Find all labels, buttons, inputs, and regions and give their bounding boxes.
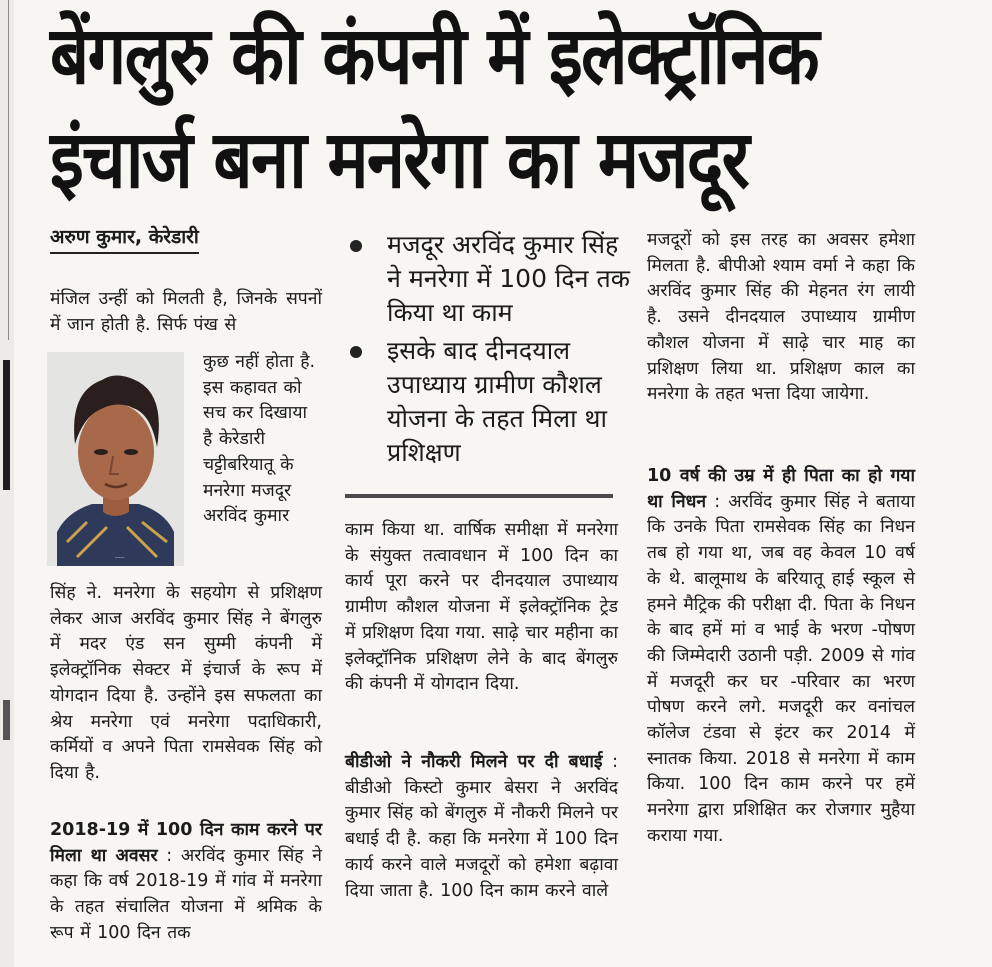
photo-caption: मजदूर अरविंद कुमार सिंह	[115, 558, 125, 559]
col1-paragraph-3-text: : अरविंद कुमार सिंह ने कहा कि वर्ष 2018-19 में गांव में मनरेगा के तहत संचालित योजना में श्रमिक के रूप में 100 दिन तक	[50, 845, 322, 943]
bullet-icon	[350, 240, 362, 252]
col1-wrap-text: कुछ नहीं होता है. इस कहावत को सच कर दिखाया है केरेडारी चट्टीबरियातू के मनरेगा मजदूर अरविंद कुमार	[203, 352, 316, 527]
bullet-icon	[350, 346, 362, 358]
highlight-text: मजदूर अरविंद कुमार सिंह ने मनरेगा में 100 दिन तक किया था काम	[387, 230, 630, 327]
highlight-item	[345, 334, 630, 470]
col3-paragraph-2	[647, 464, 915, 850]
column-rule	[8, 0, 9, 340]
highlights-divider	[345, 494, 613, 498]
subheading-bdo: बीडीओ ने नौकरी मिलने पर दी बधाई	[345, 752, 603, 772]
col1-paragraph-2: सिंह ने. मनरेगा के सहयोग से प्रशिक्षण लेकर आज अरविंद कुमार सिंह ने बेंगलुरु में मदर एंड सन सुम्मी कंपनी में इलेक्ट्रॉनिक सेक्टर में इंचार्ज के रूप में योगदान दिया है. उन्होंने इस सफलता का श्रेय मनरेगा एवं मनरेगा पदाधिकारी, कर्मियों व अपने पिता रामसेवक सिंह को दिया है.	[50, 583, 322, 783]
headline	[50, 4, 980, 212]
subheading-father: 10 वर्ष की उम्र में ही पिता का हो गया था निधन	[647, 466, 915, 512]
dark-column-bar	[3, 700, 10, 740]
highlights-box	[345, 228, 630, 474]
col3-paragraph-2-text: : अरविंद कुमार सिंह ने बताया कि उनके पिता रामसेवक सिंह का निधन तब हो गया था, जब वह केवल 10 वर्ष के थे. बालूमाथ के बरियातू हाई स्कूल से हमने मैट्रिक की परीक्षा दी. पिता के निधन के बाद हमें मां व भाई के भरण -पोषण की जिम्मेदारी उठानी पड़ी. 2009 से गांव में मजदूरी कर घर -परिवार का भरण पोषण करने लगे. मजदूरी कर वनांचल कॉलेज टंडवा से इंटर कर 2014 में स्नातक किया. 2018 से मनरेगा में काम किया. 100 दिन काम करने पर हमें मनरेगा द्वारा प्रशिक्षित कर रोजगार मुहैया कराया गया.	[647, 491, 916, 846]
byline: अरुण कुमार, केरेडारी	[50, 224, 199, 254]
dark-column-bar	[3, 360, 10, 490]
col1-paragraph-1: मंजिल उन्हीं को मिलती है, जिनके सपनों में जान होती है. सिर्फ पंख से	[50, 289, 322, 335]
col3-paragraph-1: मजदूरों को इस तरह का अवसर हमेशा मिलता है. बीपीओ श्याम वर्मा ने कहा कि अरविंद कुमार सिंह की मेहनत रंग लायी है. उसने दीनदयाल उपाध्याय ग्रामीण कौशल योजना में साढ़े चार माह का प्रशिक्षण लिया था. प्रशिक्षण काल का मनरेगा के तहत भत्ता दिया जायेगा.	[647, 230, 915, 405]
col2-paragraph-1: काम किया था. वार्षिक समीक्षा में मनरेगा के संयुक्त तत्वावधान में 100 दिन का कार्य पूरा करने पर दीनदयाल उपाध्याय ग्रामीण कौशल योजना में इलेक्ट्रॉनिक ट्रेड में प्रशिक्षण दिया गया. साढ़े चार महीना का इलेक्ट्रॉनिक प्रशिक्षण लेने के बाद बेंगलुरु की कंपनी में योगदान दिया.	[345, 520, 618, 695]
headline-line-2: इंचार्ज बना मनरेगा का मजदूर	[50, 113, 749, 206]
previous-page-edge	[0, 0, 14, 967]
headline-line-1: बेंगलुरु की कंपनी में इलेक्ट्रॉनिक	[50, 9, 818, 102]
col1-paragraph-3	[50, 818, 322, 947]
subheading-2018-19: 2018-19 में 100 दिन काम करने पर मिला था अवसर	[50, 820, 322, 866]
portrait-photo	[47, 352, 184, 566]
highlight-item	[345, 228, 630, 330]
col2-paragraph-2	[345, 750, 618, 904]
col2-paragraph-2-text: : बीडीओ किस्टो कुमार बेसरा ने अरविंद कुमार सिंह को बेंगलुरु में नौकरी मिलने पर बधाई दी है. कहा कि मनरेगा में 100 दिन कार्य करने वाले मजदूरों को हमेशा बढ़ावा दिया जाता है. 100 दिन काम करने वाले	[345, 752, 619, 901]
highlight-text: इसके बाद दीनदयाल उपाध्याय ग्रामीण कौशल योजना के तहत मिला था प्रशिक्षण	[387, 336, 607, 467]
